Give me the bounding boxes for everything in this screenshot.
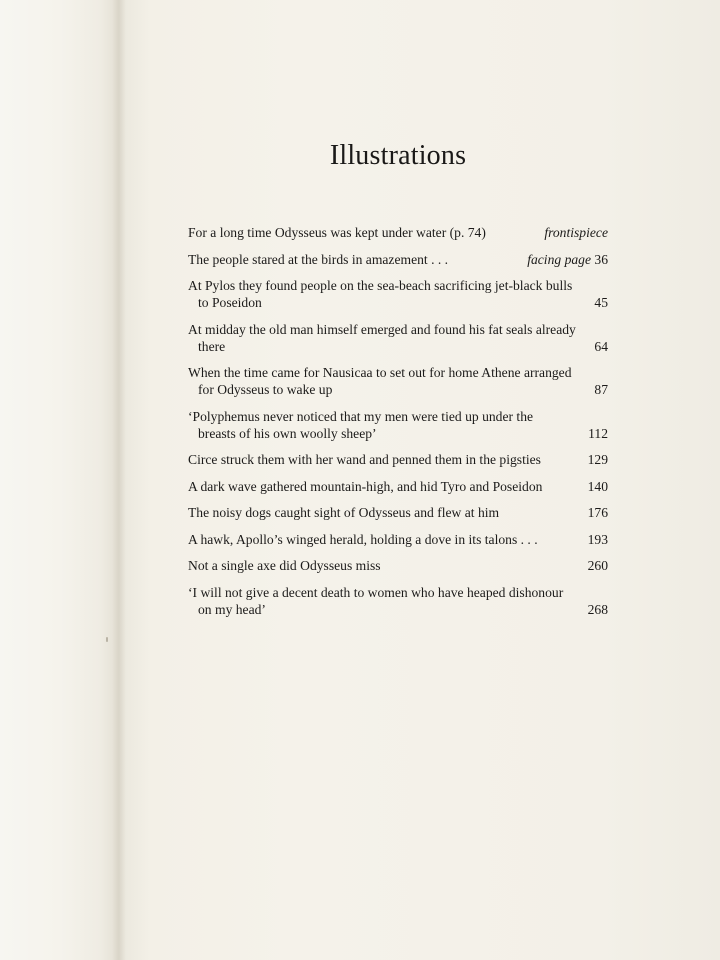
list-item	[188, 557, 608, 574]
paper-speck	[106, 637, 108, 642]
entry-caption: A hawk, Apollo’s winged herald, holding a dove in its talons . . .	[188, 531, 538, 547]
entry-caption: The people stared at the birds in amazement . . .	[188, 251, 449, 267]
entry-page-number: 176	[587, 505, 608, 520]
list-item	[188, 451, 608, 468]
list-item	[188, 531, 608, 548]
list-item	[188, 408, 608, 442]
list-item	[188, 478, 608, 495]
entry-page-number: 268	[587, 601, 608, 617]
entry-caption: When the time came for Nausicaa to set out for home Athene arranged for Odysseus to wake up	[188, 365, 572, 397]
page-gutter	[112, 0, 126, 960]
entry-caption: At midday the old man himself emerged and found his fat seals already there	[188, 321, 576, 354]
entry-page-number	[530, 224, 608, 241]
list-item	[188, 504, 608, 521]
entry-caption: Not a single axe did Odysseus miss	[188, 558, 381, 573]
list-item	[188, 224, 608, 241]
entry-caption: For a long time Odysseus was kept under water (p. 74)	[188, 225, 486, 240]
entry-caption: ‘I will not give a decent death to women who have heaped dishonour on my head’	[188, 584, 564, 617]
entry-page-label: frontispiece	[544, 225, 608, 240]
illustrations-list	[188, 224, 608, 627]
page-title: Illustrations	[329, 140, 467, 171]
entry-page-number: 129	[587, 452, 608, 467]
entry-caption: Circe struck them with her wand and penned them in the pigsties	[188, 452, 541, 467]
entry-page-value: 36	[594, 251, 608, 267]
entry-page-number: 45	[594, 295, 608, 310]
entry-caption: ‘Polyphemus never noticed that my men were tied up under the breasts of his own woolly sheep’	[188, 408, 534, 441]
entry-page-number: 112	[588, 425, 608, 441]
list-item	[188, 364, 608, 398]
entry-caption: The noisy dogs caught sight of Odysseus and flew at him	[188, 505, 500, 520]
entry-page-number: 87	[594, 382, 608, 397]
entry-page-number: 64	[594, 338, 608, 354]
entry-page-number: 260	[587, 558, 608, 573]
entry-caption: At Pylos they found people on the sea-beach sacrificing jet-black bulls to Poseidon	[188, 278, 573, 310]
entry-page-number	[513, 251, 608, 268]
entry-page-prefix: facing page	[527, 251, 591, 267]
list-item	[188, 251, 608, 268]
list-item	[188, 277, 608, 311]
entry-page-number: 140	[587, 478, 608, 494]
list-item	[188, 584, 608, 618]
entry-page-number: 193	[587, 531, 608, 547]
list-item	[188, 321, 608, 355]
entry-caption: A dark wave gathered mountain-high, and hid Tyro and Poseidon	[188, 478, 543, 494]
